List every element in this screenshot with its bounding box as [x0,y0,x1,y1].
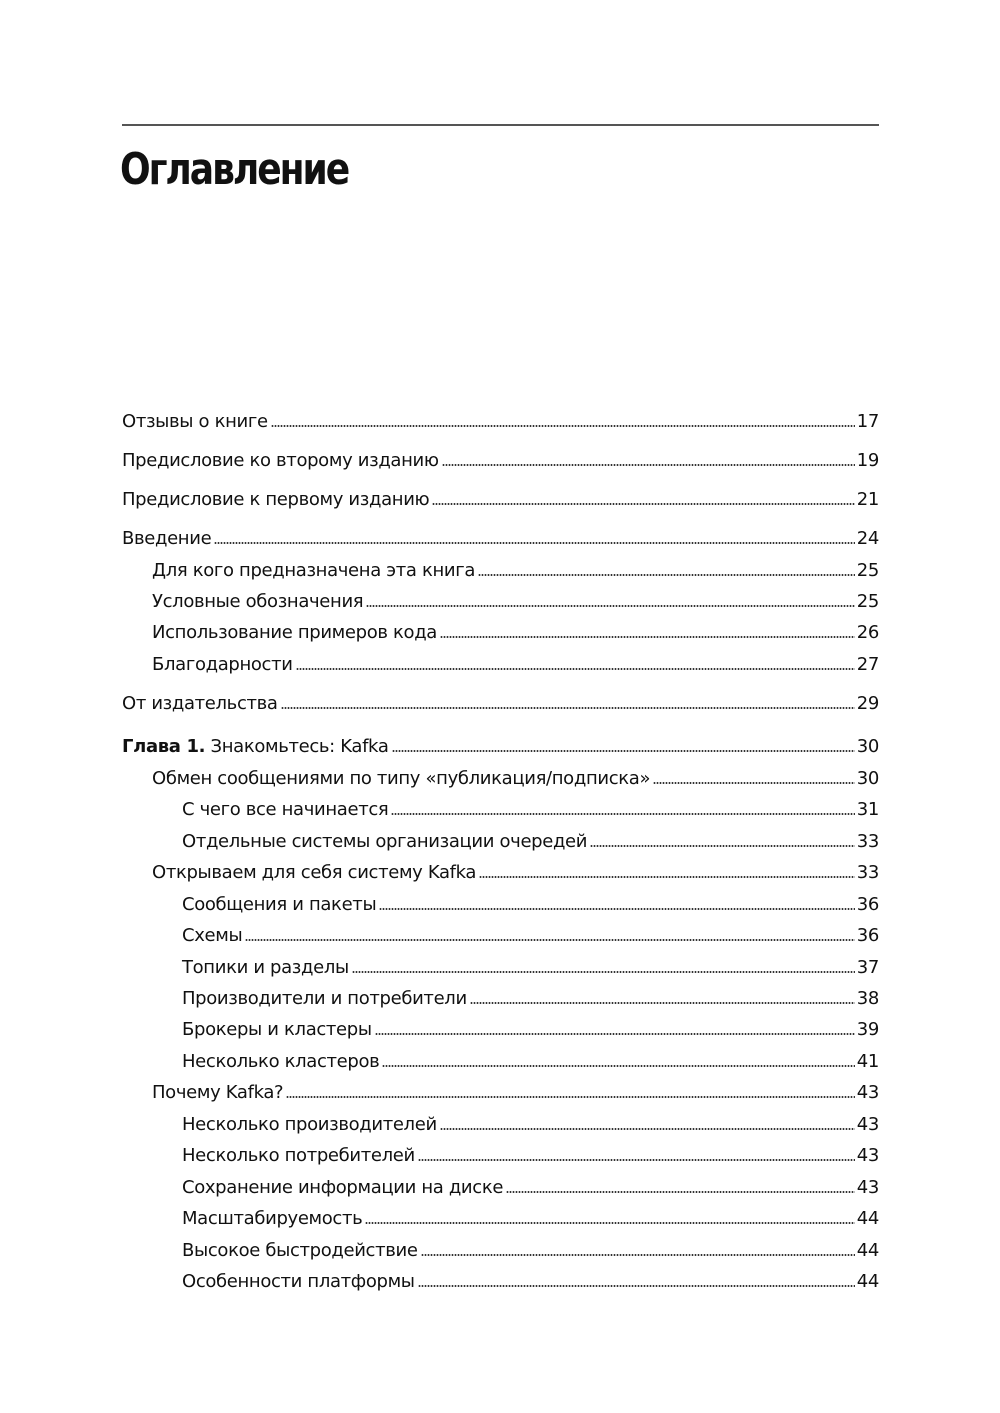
dot-leader [382,1064,854,1068]
toc-entry-label: Отзывы о книге [122,411,268,432]
dot-leader [271,424,855,428]
page-title: Оглавление [120,144,349,195]
toc-entry-code-examples[interactable] [152,620,879,646]
toc-page-number: 44 [856,1271,879,1292]
dot-leader [214,541,854,545]
dot-leader [391,812,854,816]
dot-leader [286,1095,854,1099]
toc-entry-audience[interactable] [152,558,879,584]
toc-entry-queue-systems[interactable] [182,829,879,855]
dot-leader [506,1190,855,1194]
dot-leader [366,604,854,608]
toc-entry-discover-kafka[interactable] [152,860,879,886]
toc-entry-label: Производители и потребители [182,988,467,1009]
toc-entry-label: Сохранение информации на диске [182,1177,504,1198]
toc-page-number: 33 [856,862,879,883]
toc-entry-producers-consumers[interactable] [182,986,879,1012]
toc-page-number: 19 [856,450,879,471]
toc-entry-label: Для кого предназначена эта книга [152,560,476,581]
toc-entry-preface-first[interactable] [122,487,879,513]
toc-entry-topics-partitions[interactable] [182,955,879,981]
toc-entry-label: От издательства [122,693,278,714]
toc-entry-label: Предисловие к первому изданию [122,489,430,510]
toc-page-number: 24 [856,528,879,549]
toc-entry-label: Несколько производителей [182,1114,437,1135]
toc-entry-multiple-clusters[interactable] [182,1049,879,1075]
dot-leader [296,667,855,671]
toc-page-number: 43 [856,1145,879,1166]
dot-leader [392,749,855,753]
toc-entry-conventions[interactable] [152,589,879,615]
toc-entry-label: Масштабируемость [182,1208,363,1229]
toc-entry-label: Благодарности [152,654,293,675]
toc-page-number: 25 [856,591,879,612]
toc-entry-label: Несколько кластеров [182,1051,380,1072]
toc-page-number: 44 [856,1240,879,1261]
toc-page-number: 26 [856,622,879,643]
chapter-prefix: Глава 1. [122,736,206,757]
toc-entry-label: Почему Kafka? [152,1082,284,1103]
toc-page-number: 41 [856,1051,879,1072]
toc-entry-pubsub[interactable] [152,766,879,792]
toc-entry-publisher[interactable] [122,691,879,717]
toc-entry-label: Предисловие ко второму изданию [122,450,439,471]
toc-entry-multiple-consumers[interactable] [182,1143,879,1169]
toc-page-number: 29 [856,693,879,714]
toc-page-number: 36 [856,894,879,915]
toc-entry-label: Сообщения и пакеты [182,894,377,915]
dot-leader [379,907,854,911]
dot-leader [479,875,855,879]
dot-leader [421,1253,855,1257]
toc-entry-schemas[interactable] [182,923,879,949]
toc-page-number: 36 [856,925,879,946]
toc-page-number: 43 [856,1114,879,1135]
toc-page-number: 33 [856,831,879,852]
toc-page-number: 39 [856,1019,879,1040]
dot-leader [590,844,855,848]
toc-entry-label: Особенности платформы [182,1271,415,1292]
dot-leader [470,1001,855,1005]
toc-entry-platform-features[interactable] [182,1269,879,1295]
toc-entry-how-it-starts[interactable] [182,797,879,823]
toc-page-number: 27 [856,654,879,675]
toc-entry-label: Использование примеров кода [152,622,437,643]
dot-leader [245,938,854,942]
toc-page-number: 30 [856,768,879,789]
dot-leader [440,1127,855,1131]
toc-entry-label: Высокое быстродействие [182,1240,418,1261]
toc-entry-label: Условные обозначения [152,591,364,612]
dot-leader [442,463,855,467]
toc-page-number: 43 [856,1082,879,1103]
toc-entry-why-kafka[interactable] [152,1080,879,1106]
toc-entry-introduction[interactable] [122,526,879,552]
dot-leader [432,502,854,506]
toc-entry-label: С чего все начинается [182,799,389,820]
toc-entry-reviews[interactable] [122,409,879,435]
toc-entry-brokers-clusters[interactable] [182,1017,879,1043]
toc-entry-label: Введение [122,528,212,549]
dot-leader [440,635,855,639]
dot-leader [478,573,855,577]
toc-page-number: 38 [856,988,879,1009]
dot-leader [418,1284,855,1288]
dot-leader [352,970,855,974]
dot-leader [653,781,855,785]
toc-page-number: 43 [856,1177,879,1198]
toc-entry-scalability[interactable] [182,1206,879,1232]
toc-entry-label: Глава 1. Знакомьтесь: Kafka [122,736,389,757]
toc-entry-multiple-producers[interactable] [182,1112,879,1138]
toc-page-number: 25 [856,560,879,581]
dot-leader [365,1221,854,1225]
toc-page-number: 30 [856,736,879,757]
toc-page-number: 44 [856,1208,879,1229]
toc-entry-label: Несколько потребителей [182,1145,415,1166]
toc-entry-label: Брокеры и кластеры [182,1019,372,1040]
toc-entry-performance[interactable] [182,1238,879,1264]
toc-entry-label: Отдельные системы организации очередей [182,831,588,852]
toc-entry-acknowledgments[interactable] [152,652,879,678]
dot-leader [375,1032,855,1036]
toc-entry-preface-second[interactable] [122,448,879,474]
toc-page-number: 17 [856,411,879,432]
toc-entry-chapter-1[interactable] [122,734,879,760]
toc-entry-label: Открываем для себя систему Kafka [152,862,477,883]
toc-page-number: 21 [856,489,879,510]
toc-page-number: 37 [856,957,879,978]
dot-leader [281,706,855,710]
toc-entry-label: Топики и разделы [182,957,349,978]
toc-page-number: 31 [856,799,879,820]
toc-entry-label: Схемы [182,925,243,946]
dot-leader [418,1158,855,1162]
toc-entry-messages-batches[interactable] [182,892,879,918]
toc-entry-label: Обмен сообщениями по типу «публикация/подписка» [152,768,651,789]
toc-entry-disk-retention[interactable] [182,1175,879,1201]
